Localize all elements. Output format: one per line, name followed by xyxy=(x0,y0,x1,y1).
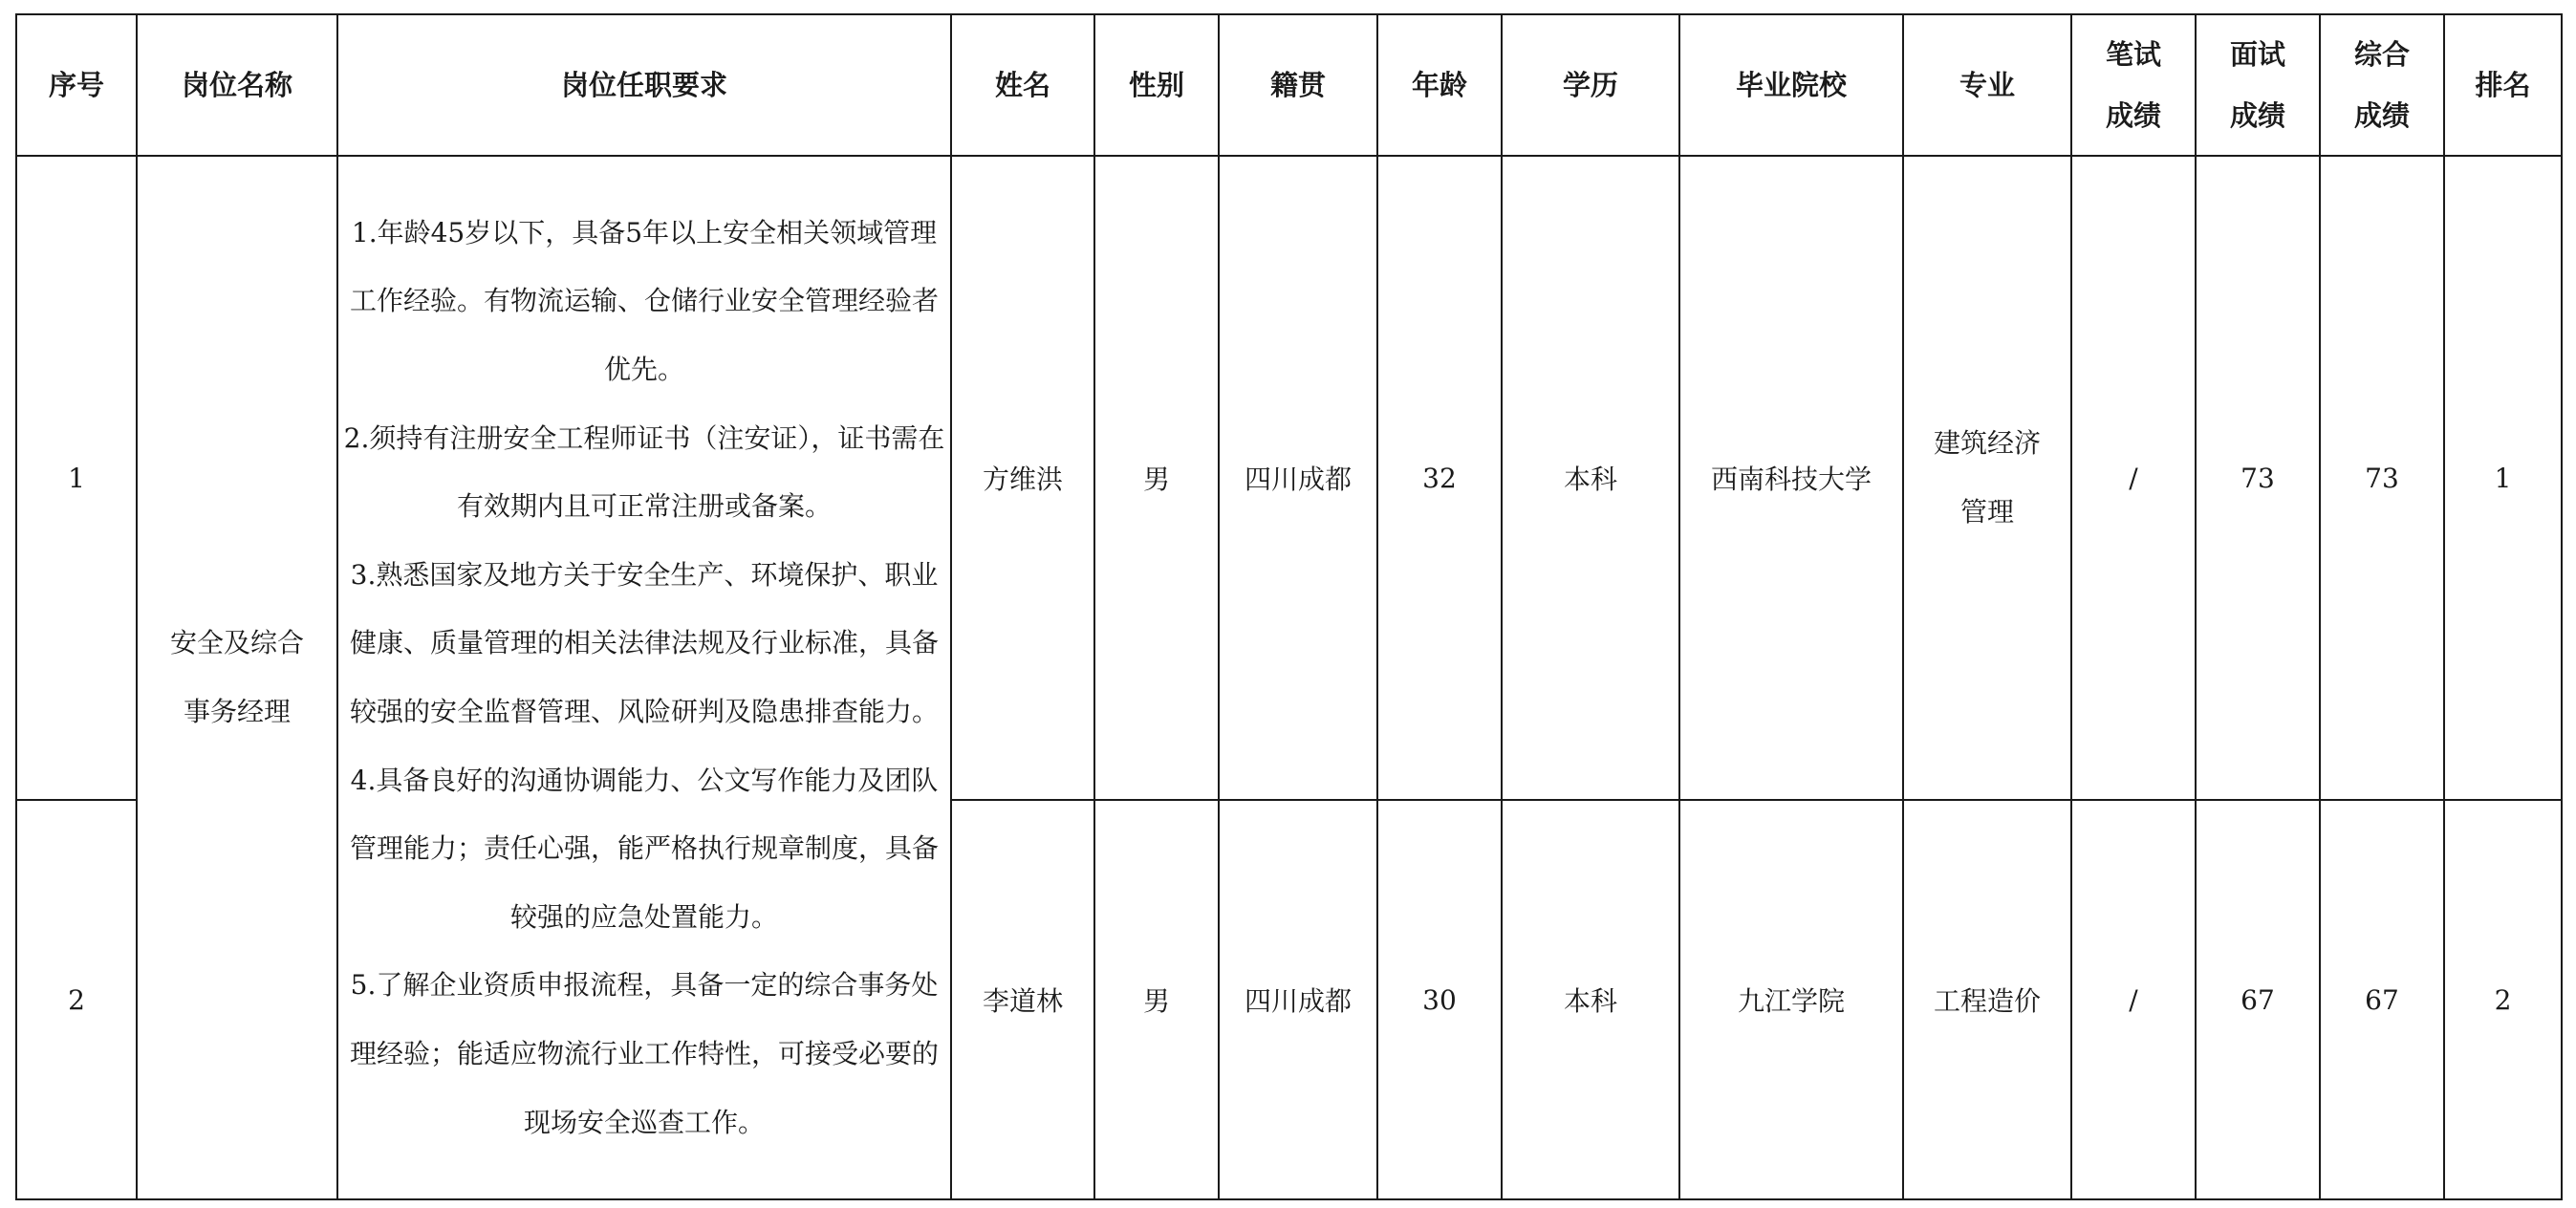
header-row xyxy=(16,14,2562,156)
header-interview-score xyxy=(2196,14,2320,156)
requirement-item-4: 4.具备良好的沟通协调能力、公文写作能力及团队管理能力；责任心强，能严格执行规章制度，具备较强的应急处置能力。 xyxy=(349,764,939,933)
total-score: 73 xyxy=(2320,156,2444,800)
header-written-score xyxy=(2071,14,2196,156)
candidate-gender: 男 xyxy=(1094,156,1219,800)
rank: 2 xyxy=(2444,800,2562,1199)
header-education: 学历 xyxy=(1502,14,1679,156)
header-gender: 性别 xyxy=(1094,14,1219,156)
written-score: / xyxy=(2071,800,2196,1199)
candidate-major: 工程造价 xyxy=(1903,800,2071,1199)
candidate-name: 李道林 xyxy=(951,800,1094,1199)
requirement-item-2: 2.须持有注册安全工程师证书（注安证），证书需在有效期内且可正常注册或备案。 xyxy=(343,421,945,523)
header-interview-score-line2: 成绩 xyxy=(2229,99,2285,132)
candidate-age: 30 xyxy=(1377,800,1502,1199)
rank: 1 xyxy=(2444,156,2562,800)
position-name-line1: 安全及综合 xyxy=(169,627,304,658)
header-total-score xyxy=(2320,14,2444,156)
header-position-name: 岗位名称 xyxy=(137,14,337,156)
requirement-item-1: 1.年龄45岁以下，具备5年以上安全相关领域管理工作经验。有物流运输、仓储行业安全管理经验者优先。 xyxy=(349,216,939,386)
requirement-item-5: 5.了解企业资质申报流程，具备一定的综合事务处理经验；能适应物流行业工作特性，可接受必要的现场安全巡查工作。 xyxy=(349,969,939,1138)
interview-score: 67 xyxy=(2196,800,2320,1199)
header-requirements: 岗位任职要求 xyxy=(337,14,951,156)
header-name: 姓名 xyxy=(951,14,1094,156)
header-rank: 排名 xyxy=(2444,14,2562,156)
header-total-score-line1: 综合 xyxy=(2353,38,2410,71)
row-index: 2 xyxy=(16,800,137,1199)
results-table xyxy=(15,13,2563,1200)
candidate-education: 本科 xyxy=(1502,156,1679,800)
candidate-education: 本科 xyxy=(1502,800,1679,1199)
header-total-score-line2: 成绩 xyxy=(2353,99,2410,132)
candidate-major xyxy=(1903,156,2071,800)
candidate-gender: 男 xyxy=(1094,800,1219,1199)
requirement-item-3: 3.熟悉国家及地方关于安全生产、环境保护、职业健康、质量管理的相关法律法规及行业标准，具备较强的安全监督管理、风险研判及隐患排查能力。 xyxy=(349,558,939,727)
total-score: 67 xyxy=(2320,800,2444,1199)
candidate-origin: 四川成都 xyxy=(1219,800,1377,1199)
header-written-score-line2: 成绩 xyxy=(2105,99,2161,132)
written-score: / xyxy=(2071,156,2196,800)
requirements-cell xyxy=(337,156,951,1199)
candidate-major-line2: 管理 xyxy=(1959,496,2014,528)
candidate-name: 方维洪 xyxy=(951,156,1094,800)
header-written-score-line1: 笔试 xyxy=(2105,38,2161,71)
candidate-major-line1: 建筑经济 xyxy=(1933,427,2041,459)
header-school: 毕业院校 xyxy=(1679,14,1903,156)
candidate-school: 西南科技大学 xyxy=(1679,156,1903,800)
row-index: 1 xyxy=(16,156,137,800)
header-index: 序号 xyxy=(16,14,137,156)
header-major: 专业 xyxy=(1903,14,2071,156)
candidate-origin: 四川成都 xyxy=(1219,156,1377,800)
table-row xyxy=(16,156,2562,800)
header-interview-score-line1: 面试 xyxy=(2229,38,2285,71)
header-origin: 籍贯 xyxy=(1219,14,1377,156)
candidate-school: 九江学院 xyxy=(1679,800,1903,1199)
candidate-age: 32 xyxy=(1377,156,1502,800)
position-name-cell xyxy=(137,156,337,1199)
interview-score: 73 xyxy=(2196,156,2320,800)
header-age: 年龄 xyxy=(1377,14,1502,156)
position-name-line2: 事务经理 xyxy=(183,696,291,727)
